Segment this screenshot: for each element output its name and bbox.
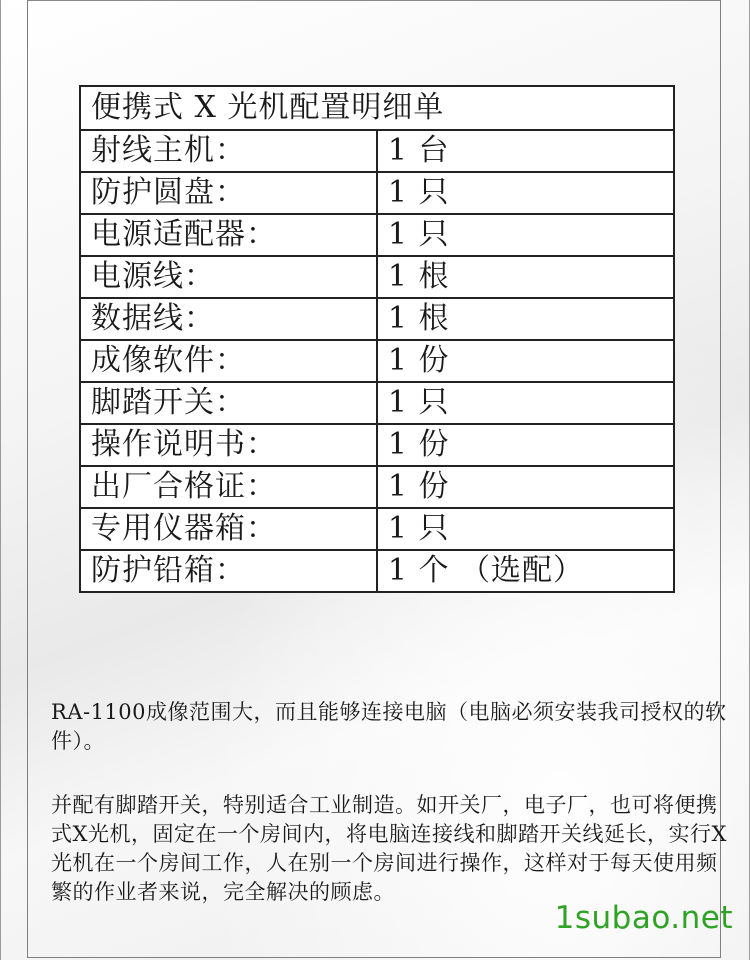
item-name: 防护铅箱： <box>80 550 377 592</box>
item-name: 成像软件： <box>80 340 377 382</box>
table-row <box>80 424 674 466</box>
item-quantity: 1 只 <box>377 382 674 424</box>
item-quantity: 1 根 <box>377 256 674 298</box>
item-quantity: 1 台 <box>377 130 674 172</box>
item-name: 电源线： <box>80 256 377 298</box>
table-row <box>80 256 674 298</box>
item-name: 电源适配器： <box>80 214 377 256</box>
table-row <box>80 214 674 256</box>
table-title: 便携式 X 光机配置明细单 <box>80 86 674 130</box>
item-quantity: 1 份 <box>377 424 674 466</box>
table-row <box>80 550 674 592</box>
item-name: 脚踏开关： <box>80 382 377 424</box>
table-row <box>80 130 674 172</box>
table-row <box>80 172 674 214</box>
description-paragraph-2: 并配有脚踏开关，特别适合工业制造。如开关厂，电子厂，也可将便携式X光机，固定在一个房间内，将电脑连接线和脚踏开关线延长，实行X光机在一个房间工作，人在别一个房间进行操作，这样对于每天使用频繁的作业者来说，完全解决的顾虑。 <box>51 793 727 904</box>
item-name: 数据线： <box>80 298 377 340</box>
description-paragraph-1: RA-1100成像范围大，而且能够连接电脑（电脑必须安装我司授权的软件）。 <box>51 700 727 753</box>
table-row <box>80 382 674 424</box>
config-spec-table <box>79 85 675 593</box>
item-quantity: 1 只 <box>377 172 674 214</box>
item-quantity: 1 个 （选配） <box>377 550 674 592</box>
item-name: 防护圆盘： <box>80 172 377 214</box>
site-watermark: 1subao.net <box>554 900 733 936</box>
item-quantity: 1 只 <box>377 508 674 550</box>
item-quantity: 1 份 <box>377 466 674 508</box>
table-row <box>80 508 674 550</box>
table-row <box>80 466 674 508</box>
table-row <box>80 298 674 340</box>
table-title-row <box>80 86 674 130</box>
table-row <box>80 340 674 382</box>
item-name: 射线主机： <box>80 130 377 172</box>
item-name: 专用仪器箱： <box>80 508 377 550</box>
item-quantity: 1 根 <box>377 298 674 340</box>
item-name: 操作说明书： <box>80 424 377 466</box>
item-name: 出厂合格证： <box>80 466 377 508</box>
item-quantity: 1 只 <box>377 214 674 256</box>
item-quantity: 1 份 <box>377 340 674 382</box>
